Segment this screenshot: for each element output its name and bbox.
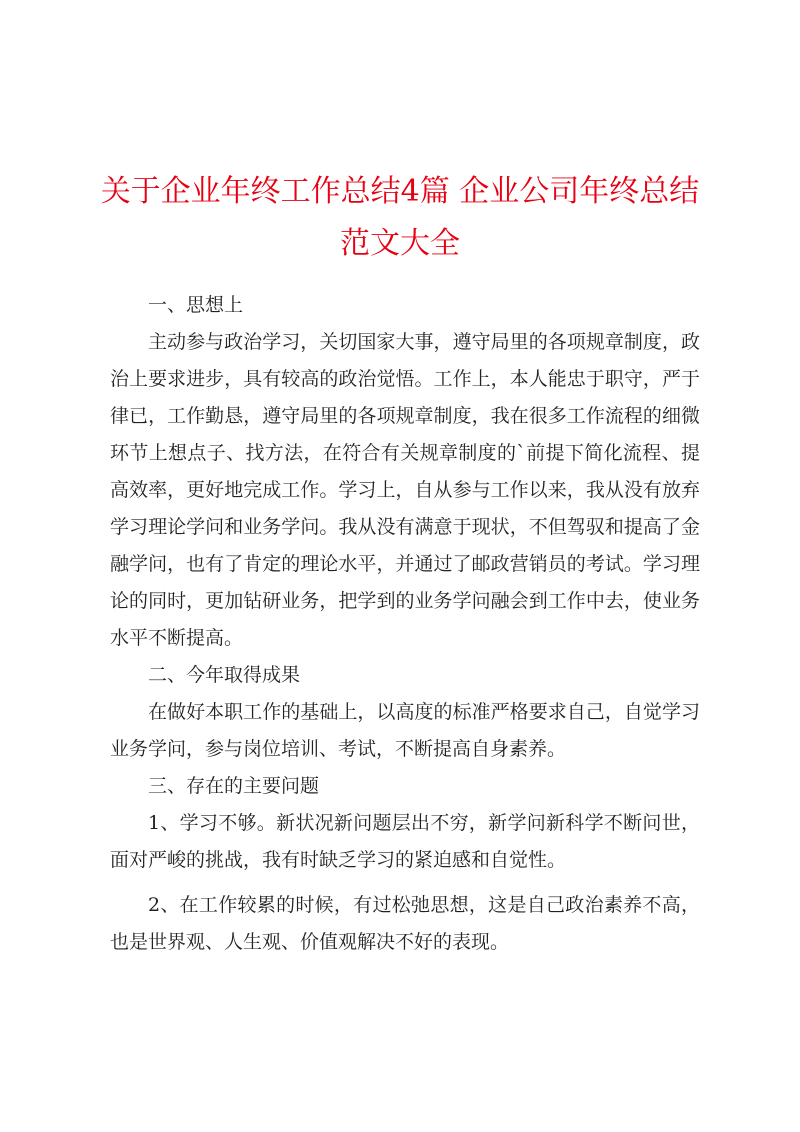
- paragraph-thought-content: 主动参与政治学习，关切国家大事，遵守局里的各项规章制度，政治上要求进步，具有较高的政治觉悟。工作上，本人能忠于职守，严于律已，工作勤恳，遵守局里的各项规章制度，我在很多工作流程的细微环节上想点子、找方法，在符合有关规章制度的`前提下简化流程、提高效率，更好地完成工作。学习上，自从参与工作以来，我从没有放弃学习理论学问和业务学问。我从没有满意于现状，不但驾驭和提高了金融学问，也有了肯定的理论水平，并通过了邮政营销员的考试。学习理论的同时，更加钻研业务，把学到的业务学问融会到工作中去，使业务水平不断提高。: [110, 331, 700, 649]
- paragraph-problem-1: 1、学习不够。新状况新问题层出不穷，新学问新科学不断问世，面对严峻的挑战，我有时缺乏学习的紧迫感和自觉性。: [110, 812, 700, 871]
- paragraph-problem-2: 2、在工作较累的时候，有过松弛思想，这是自己政治素养不高，也是世界观、人生观、价值观解决不好的表现。: [110, 894, 700, 953]
- paragraph-achievements-content: 在做好本职工作的基础上，以高度的标准严格要求自己，自觉学习业务学问，参与岗位培训、考试，不断提高自身素养。: [110, 701, 700, 760]
- document-title: 关于企业年终工作总结4篇 企业公司年终总结范文大全: [100, 174, 700, 261]
- section-heading-thought: 一、思想上: [148, 294, 244, 316]
- section-heading-achievements: 二、今年取得成果: [148, 664, 301, 686]
- document-body: [110, 287, 700, 961]
- section-heading-problems: 三、存在的主要问题: [148, 775, 320, 797]
